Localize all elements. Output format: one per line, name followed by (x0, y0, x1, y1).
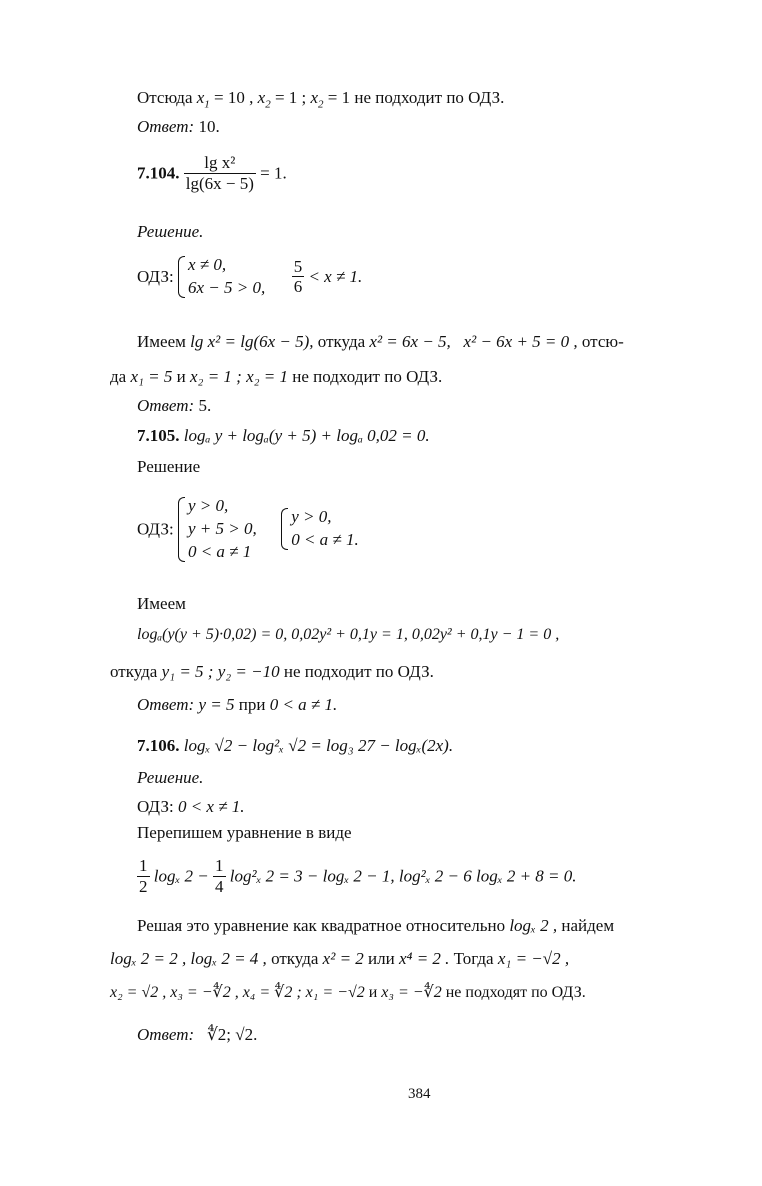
odz-label: ОДЗ: (137, 267, 174, 287)
fraction (137, 856, 150, 896)
system-row: x ≠ 0, (187, 255, 227, 274)
solution-label: Решение (137, 457, 201, 476)
word: откуда (317, 332, 366, 351)
answer-label: Ответ: (137, 1025, 195, 1044)
fraction (213, 856, 226, 896)
problem-number: 7.105. (137, 426, 180, 445)
odz-label: ОДЗ: (137, 519, 174, 539)
system-brace (178, 495, 257, 564)
text-line (110, 984, 586, 1002)
math: logₓ 2 − (153, 866, 209, 886)
fraction-denominator: lg(6x − 5) (185, 173, 254, 193)
problem-header (137, 736, 453, 756)
word: откуда (110, 662, 158, 681)
word: найдем (561, 916, 615, 935)
answer-value: 5. (198, 396, 212, 415)
odz-line (137, 797, 245, 817)
math: x₂ = √2 , x₃ = −∜2 , x₄ = ∜2 ; x₁ = −√2 (110, 984, 365, 1001)
text-line (137, 916, 614, 936)
math: = 10 , (214, 88, 254, 107)
fraction-numerator: lg x² (204, 153, 236, 172)
problem-header (137, 426, 430, 446)
answer-line (137, 117, 220, 137)
answer-label: Ответ: (137, 117, 195, 136)
problem-number: 7.106. (137, 736, 180, 755)
word: Имеем (137, 332, 186, 351)
math: 0 < x ≠ 1. (177, 797, 245, 816)
text-line (137, 88, 505, 111)
system-brace (178, 254, 265, 300)
solution-label: Решение. (137, 222, 204, 241)
text-line: Имеем (137, 594, 186, 613)
word: не подходит по ОДЗ. (283, 662, 434, 681)
fraction-denominator: 2 (139, 876, 148, 896)
system-row: y > 0, (291, 507, 332, 527)
math: $x_1$ (196, 88, 210, 111)
word: или (368, 949, 395, 968)
math: x₃ = −∜2 (381, 984, 442, 1001)
system-brace (281, 506, 359, 552)
math: = 1 ; (274, 88, 307, 107)
equation-fraction (184, 153, 256, 193)
word: отсю- (581, 332, 624, 351)
word: и (176, 367, 186, 386)
math: = 1 (327, 88, 351, 107)
system-row: 0 < a ≠ 1. (291, 530, 359, 550)
system-row: 0 < a ≠ 1 (187, 541, 252, 561)
fraction-numerator: 1 (139, 856, 148, 875)
math: y₁ = 5 ; y₂ = −10 (161, 662, 280, 681)
fraction-denominator: 6 (293, 277, 303, 297)
fraction-denominator: 4 (215, 876, 224, 896)
math: < x ≠ 1. (308, 267, 363, 287)
answer-label: Ответ: (137, 396, 195, 415)
math: = 1. (260, 163, 287, 183)
math: log²ₓ 2 = 3 − logₓ 2 − 1, log²ₓ 2 − 6 logₓ 2 + 8 = 0. (229, 866, 577, 886)
equation-line (137, 856, 577, 896)
fraction (292, 257, 305, 297)
math: x₁ = −√2 , (497, 949, 570, 968)
equation: logₓ √2 − log²ₓ √2 = log₃ 27 − logₓ(2x). (183, 736, 454, 755)
word: откуда (271, 949, 319, 968)
word: да (110, 367, 127, 386)
odz-label: ОДЗ: (137, 797, 174, 816)
fraction-numerator: 1 (215, 856, 224, 875)
answer-line (137, 1025, 257, 1045)
text-line (110, 367, 442, 387)
fraction-numerator: 5 (293, 256, 303, 276)
math: lg x² = lg(6x − 5), (190, 332, 314, 351)
problem-header (137, 153, 287, 193)
answer-line (137, 396, 211, 416)
word: при (238, 695, 266, 714)
text-line: Перепишем уравнение в виде (137, 823, 352, 842)
word: не подходит по ОДЗ. (354, 88, 505, 107)
answer-value: ∜2; √2. (206, 1025, 258, 1044)
math: logₓ 2 , (509, 916, 558, 935)
system-row: y + 5 > 0, (187, 518, 257, 538)
problem-number: 7.104. (137, 163, 180, 183)
answer-value: 0 < a ≠ 1. (269, 695, 338, 714)
answer-line (137, 695, 337, 715)
math: x₂ = 1 (246, 367, 289, 386)
math: x² = 2 (322, 949, 364, 968)
math: x² = 6x − 5, (369, 332, 451, 351)
answer-value: y = 5 (198, 695, 235, 714)
text-line (110, 949, 569, 969)
math: $x_2$ (257, 88, 271, 111)
math: x₂ = 1 ; (190, 367, 242, 386)
equation: logₐ y + logₐ(y + 5) + logₐ 0,02 = 0. (183, 426, 430, 445)
odz-line (137, 495, 359, 564)
word: не подходит по ОДЗ. (292, 367, 443, 386)
word: и (368, 984, 378, 1001)
answer-label: Ответ: (137, 695, 195, 714)
math: $x_2$ (310, 88, 324, 111)
math: x⁴ = 2 . (398, 949, 450, 968)
word: Отсюда (137, 88, 193, 107)
text-line (110, 662, 434, 682)
word: не подходят по ОДЗ. (445, 984, 586, 1001)
text-line (137, 332, 624, 352)
equation: logₐ(y(y + 5)·0,02) = 0, 0,02y² + 0,1y = 1, 0,02y² + 0,1y − 1 = 0 , (137, 626, 560, 643)
word: Решая это уравнение как квадратное относительно (137, 916, 506, 935)
math: x² − 6x + 5 = 0 , (463, 332, 578, 351)
math: logₓ 2 = 2 , logₓ 2 = 4 , (110, 949, 267, 968)
answer-value: 10. (198, 117, 220, 136)
word: Тогда (453, 949, 494, 968)
system-row: y > 0, (187, 496, 229, 515)
page-number: 384 (408, 1086, 431, 1102)
system-row: 6x − 5 > 0, (187, 277, 266, 297)
solution-label: Решение. (137, 768, 204, 787)
math: x₁ = 5 (130, 367, 173, 386)
odz-line (137, 254, 362, 300)
